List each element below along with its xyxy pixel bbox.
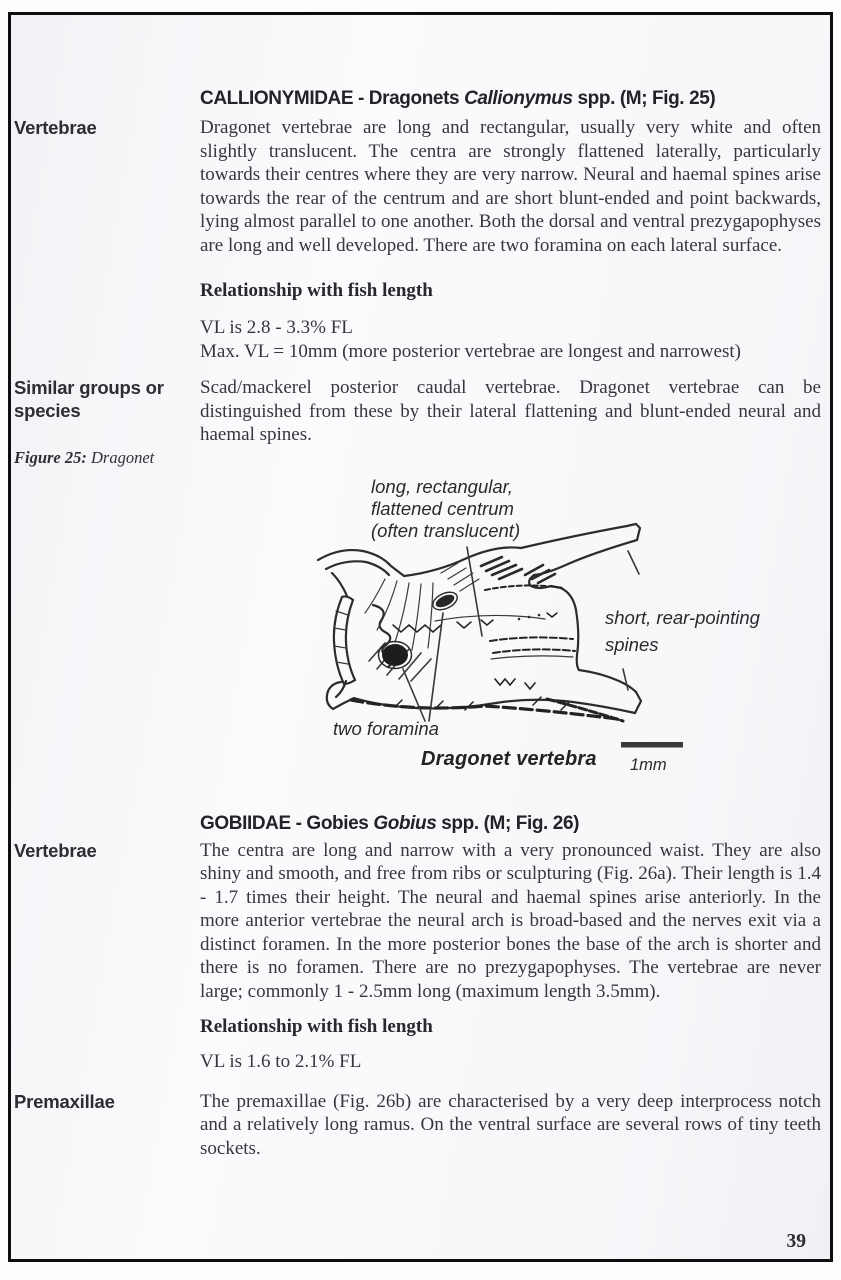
heading-suffix-text: spp. (M; Fig. 25) xyxy=(572,88,716,109)
vl-rows-1 xyxy=(11,316,830,363)
page-number: 39 xyxy=(786,1231,806,1252)
scale-bar-label: 1mm xyxy=(630,755,667,774)
margin-spacer xyxy=(11,279,200,302)
vertebra-texture-lines xyxy=(334,563,573,681)
leader-line-spine-lower xyxy=(623,669,628,690)
gobiidae-vertebrae-paragraph: The centra are long and narrow with a very pronounced waist. They are also shiny and smooth, and free from ribs or sculpturing (Fig. 26a). Their length is 1.4 - 1.7 times their height. The neural and haemal spines arise anteriorly. In the more anterior vertebrae the neural arch is broad-based and the nerves exit via a distinct foramen. In the more posterior bones the base of the arch is shorter and there is no foramen. There are no prezygapophyses. The vertebrae are never large; commonly 1 - 2.5mm long (maximum length 3.5mm). xyxy=(200,839,821,1002)
vl-line-1: VL is 2.8 - 3.3% FL xyxy=(200,317,353,338)
page-content xyxy=(11,15,830,1160)
figure-label-centrum-line3: (often translucent) xyxy=(371,519,521,541)
figure-labels xyxy=(333,476,761,774)
margin-spacer xyxy=(11,1050,200,1074)
figure-caption-number: Figure 25: xyxy=(14,447,87,467)
heading-genus-italic: Callionymus xyxy=(464,88,573,109)
margin-spacer xyxy=(11,1015,200,1038)
relationship-row-1 xyxy=(11,279,830,302)
leader-line-spine-upper xyxy=(628,551,639,574)
gobiidae-section xyxy=(11,813,830,835)
margin-label-premaxillae: Premaxillae xyxy=(14,1090,115,1112)
figure-label-centrum-line1: long, rectangular, xyxy=(371,475,513,497)
gobiidae-vertebrae-row xyxy=(11,839,830,1004)
callionymidae-heading xyxy=(200,88,821,110)
figure-25-row xyxy=(11,447,830,789)
margin-label-vertebrae-2: Vertebrae xyxy=(14,839,97,861)
figure-caption-name: Dragonet xyxy=(91,447,155,467)
margin-spacer xyxy=(11,813,200,835)
heading-suffix-text: spp. (M; Fig. 26) xyxy=(436,812,580,834)
heading-family-text: CALLIONYMIDAE - Dragonets xyxy=(200,88,465,109)
vl-rows-2 xyxy=(11,1050,830,1074)
foramen-small xyxy=(434,592,456,610)
callionymidae-section xyxy=(11,88,830,110)
relationship-subheading-1: Relationship with fish length xyxy=(200,280,433,301)
relationship-subheading-2: Relationship with fish length xyxy=(200,1016,433,1037)
scale-bar xyxy=(621,742,683,748)
dragonet-vertebra-drawing xyxy=(285,469,825,789)
callionymidae-vertebrae-row xyxy=(11,116,830,257)
page-frame xyxy=(8,12,833,1262)
margin-spacer xyxy=(11,88,200,110)
figure-caption xyxy=(11,447,200,789)
premaxillae-row xyxy=(11,1090,830,1161)
figure-label-spines-line2: spines xyxy=(605,633,659,655)
premaxillae-paragraph: The premaxillae (Fig. 26b) are characterised by a very deep interprocess notch and a relatively long ramus. On the ventral surface are several rows of tiny teeth sockets. xyxy=(200,1090,821,1159)
gobiidae-heading xyxy=(200,813,821,835)
heading-genus-italic: Gobius xyxy=(373,812,437,834)
heading-family-text: GOBIIDAE - Gobies xyxy=(200,812,374,834)
callionymidae-vertebrae-paragraph: Dragonet vertebrae are long and rectangular, usually very white and often slightly translucent. The centra are strongly flattened laterally, particularly towards their centres where they are very narrow. Neural and haemal spines arise towards the rear of the centrum and are short blunt-ended and point backwards, lying almost parallel to one another. Both the dorsal and ventral prezygapophyses are long and well developed. There are two foramina on each lateral surface. xyxy=(200,117,821,256)
margin-label-similar-groups: Similar groups or species xyxy=(14,377,164,421)
figure-label-foramina: two foramina xyxy=(333,717,439,739)
foramen-large xyxy=(382,644,408,666)
figure-label-centrum-line2: flattened centrum xyxy=(371,497,514,519)
similar-groups-row xyxy=(11,376,830,447)
similar-species-paragraph: Scad/mackerel posterior caudal vertebrae. Dragonet vertebrae can be distinguished from these by their lateral flattening and blunt-ended neural and haemal spines. xyxy=(200,377,821,445)
margin-spacer xyxy=(11,316,200,363)
figure-25-area xyxy=(200,447,821,789)
figure-title: Dragonet vertebra xyxy=(421,747,597,770)
figure-label-spines-line1: short, rear-pointing xyxy=(605,606,760,628)
gobiidae-vl-line: VL is 1.6 to 2.1% FL xyxy=(200,1051,362,1072)
figure-leader-lines xyxy=(403,547,639,721)
vl-lines xyxy=(200,316,821,363)
relationship-row-2 xyxy=(11,1015,830,1038)
margin-label-vertebrae-1: Vertebrae xyxy=(14,117,97,138)
vertebra-dark-hatching xyxy=(481,557,555,583)
vl-line-2: Max. VL = 10mm (more posterior vertebrae are longest and narrowest) xyxy=(200,340,741,362)
